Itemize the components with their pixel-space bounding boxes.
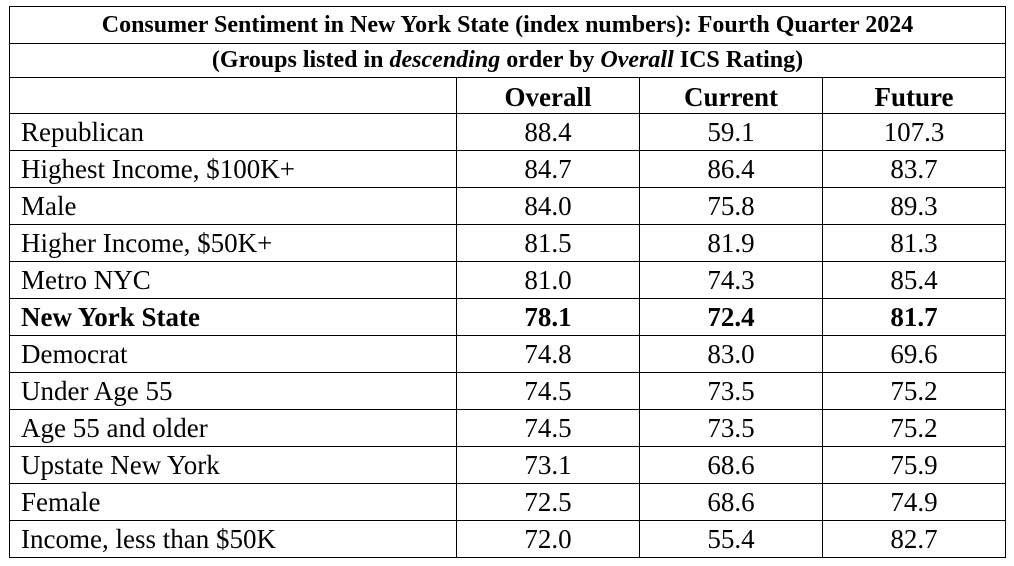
- overall-value: 72.0: [457, 521, 640, 558]
- future-value: 75.2: [823, 410, 1006, 447]
- table-row: [10, 373, 1006, 410]
- table-row: [10, 151, 1006, 188]
- table-row: [10, 262, 1006, 299]
- overall-value: 84.7: [457, 151, 640, 188]
- group-name: Female: [10, 484, 457, 521]
- current-value: 73.5: [640, 373, 823, 410]
- overall-value: 81.0: [457, 262, 640, 299]
- future-value: 81.7: [823, 299, 1006, 336]
- table-row: [10, 484, 1006, 521]
- future-value: 83.7: [823, 151, 1006, 188]
- table-title: Consumer Sentiment in New York State (index numbers): Fourth Quarter 2024: [10, 7, 1006, 44]
- table-row: [10, 114, 1006, 151]
- current-value: 72.4: [640, 299, 823, 336]
- group-name: Upstate New York: [10, 447, 457, 484]
- table-row: [10, 188, 1006, 225]
- header-future: Future: [823, 78, 1006, 114]
- current-value: 86.4: [640, 151, 823, 188]
- current-value: 68.6: [640, 484, 823, 521]
- subtitle-text-2: order by: [500, 47, 601, 73]
- column-header-row: [10, 78, 1006, 114]
- group-name: Under Age 55: [10, 373, 457, 410]
- group-name: Republican: [10, 114, 457, 151]
- group-name: Metro NYC: [10, 262, 457, 299]
- table-row: [10, 447, 1006, 484]
- future-value: 85.4: [823, 262, 1006, 299]
- future-value: 75.9: [823, 447, 1006, 484]
- table-row: [10, 336, 1006, 373]
- group-name: Democrat: [10, 336, 457, 373]
- overall-value: 84.0: [457, 188, 640, 225]
- current-value: 68.6: [640, 447, 823, 484]
- overall-value: 74.8: [457, 336, 640, 373]
- header-overall: Overall: [457, 78, 640, 114]
- overall-value: 73.1: [457, 447, 640, 484]
- future-value: 81.3: [823, 225, 1006, 262]
- subtitle-text-1: (Groups listed in: [211, 47, 390, 73]
- table-row-highlighted: [10, 299, 1006, 336]
- future-value: 69.6: [823, 336, 1006, 373]
- table-row: [10, 521, 1006, 558]
- current-value: 74.3: [640, 262, 823, 299]
- subtitle-emphasis-overall: Overall: [600, 47, 674, 73]
- group-name: Age 55 and older: [10, 410, 457, 447]
- table-row: [10, 225, 1006, 262]
- future-value: 75.2: [823, 373, 1006, 410]
- overall-value: 88.4: [457, 114, 640, 151]
- subtitle-emphasis-descending: descending: [389, 47, 501, 73]
- group-name: Male: [10, 188, 457, 225]
- overall-value: 72.5: [457, 484, 640, 521]
- overall-value: 78.1: [457, 299, 640, 336]
- future-value: 74.9: [823, 484, 1006, 521]
- overall-value: 74.5: [457, 410, 640, 447]
- overall-value: 74.5: [457, 373, 640, 410]
- sentiment-table-container: [9, 6, 1006, 558]
- future-value: 107.3: [823, 114, 1006, 151]
- group-name: Income, less than $50K: [10, 521, 457, 558]
- current-value: 55.4: [640, 521, 823, 558]
- current-value: 59.1: [640, 114, 823, 151]
- group-name: New York State: [10, 299, 457, 336]
- future-value: 89.3: [823, 188, 1006, 225]
- subtitle-text-3: ICS Rating): [673, 47, 804, 73]
- current-value: 81.9: [640, 225, 823, 262]
- future-value: 82.7: [823, 521, 1006, 558]
- header-group: [10, 78, 457, 114]
- current-value: 75.8: [640, 188, 823, 225]
- group-name: Highest Income, $100K+: [10, 151, 457, 188]
- table-subtitle: [10, 44, 1006, 78]
- group-name: Higher Income, $50K+: [10, 225, 457, 262]
- header-current: Current: [640, 78, 823, 114]
- current-value: 73.5: [640, 410, 823, 447]
- current-value: 83.0: [640, 336, 823, 373]
- consumer-sentiment-table: [9, 6, 1006, 558]
- subtitle-row: [10, 44, 1006, 78]
- overall-value: 81.5: [457, 225, 640, 262]
- title-row: [10, 7, 1006, 44]
- table-row: [10, 410, 1006, 447]
